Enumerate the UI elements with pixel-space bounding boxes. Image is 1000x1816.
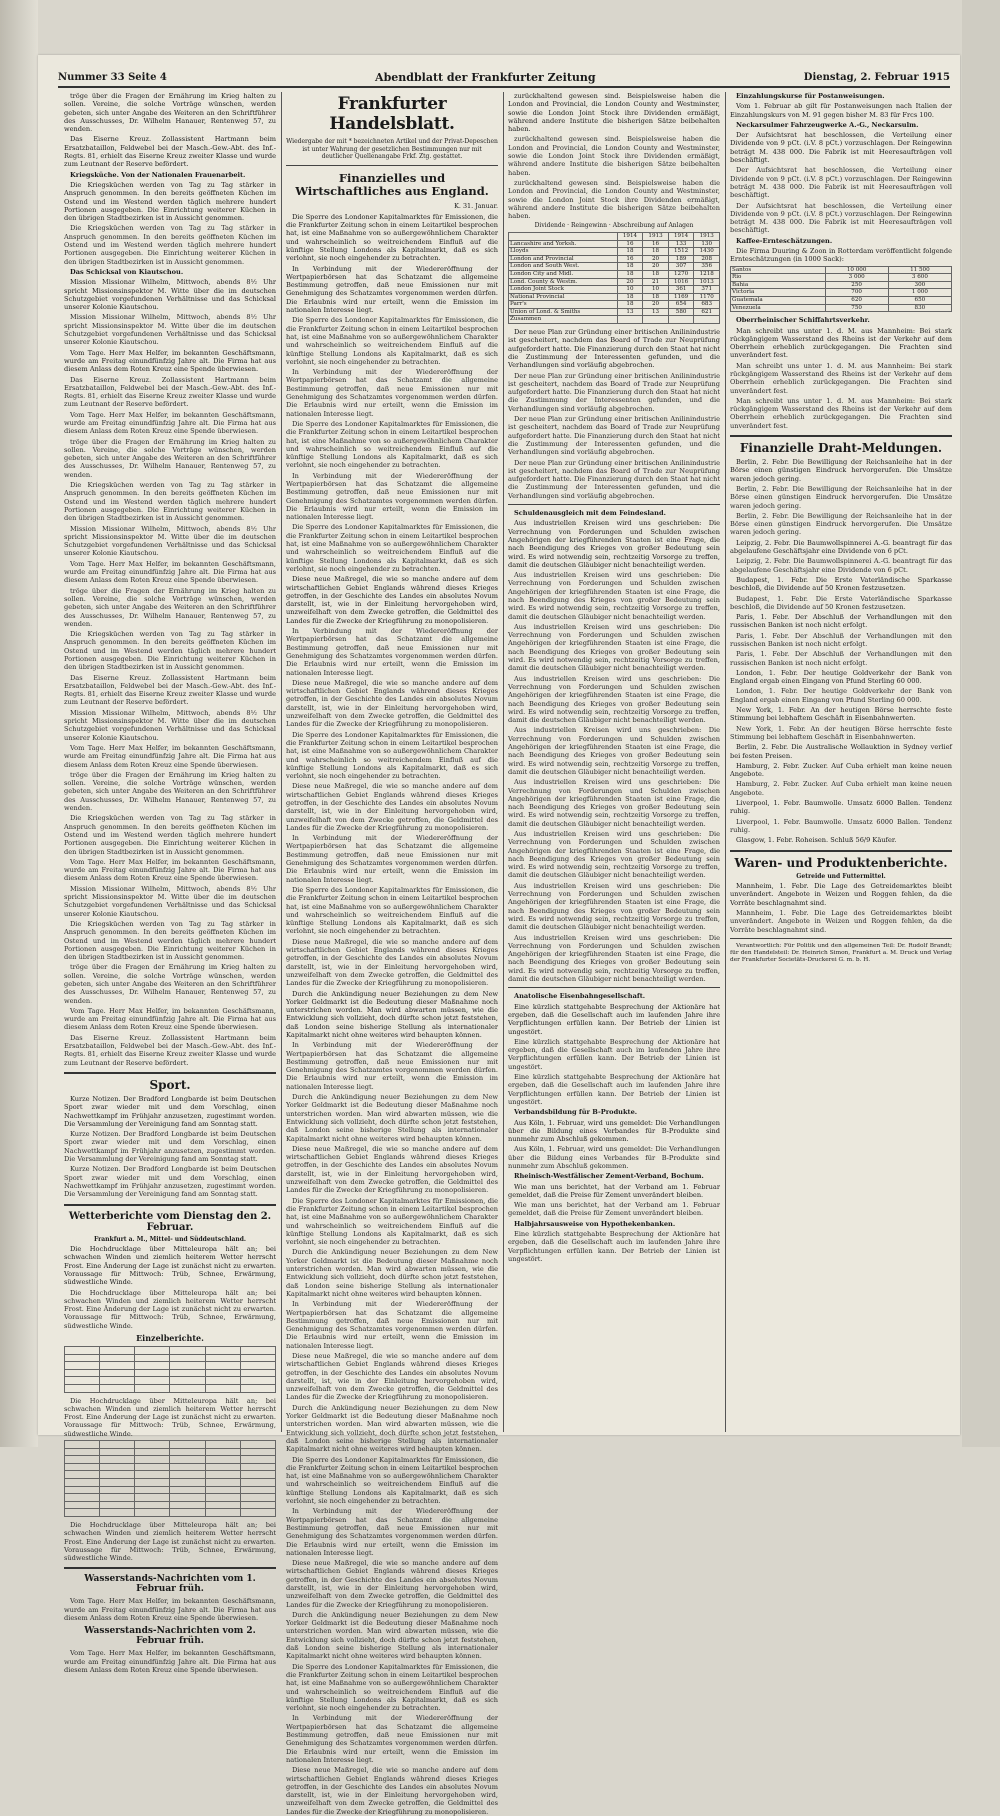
article-text: Berlin, 2. Febr. Die Bewilligung der Reichsanleihe hat in der Börse einen günstigen Eindruck hervorgerufen. Die Umsätze waren jedoch gering.: [730, 511, 952, 537]
article-text: Die Hochdrucklage über Mitteleuropa hält an; bei schwachen Winden und ziemlich heiterem Wetter herrscht Frost. Eine Änderung der Lage ist zunächst nicht zu erwarten. Voraussage für Mittwoch: Trüb, Schnee, Erwärmung, südwestliche Winde.: [64, 1520, 276, 1563]
article-heading: Rheinisch-Westfälischer Zement-Verband, Bochum.: [514, 1172, 704, 1181]
article-text: Paris, 1. Febr. Der Abschluß der Verhandlungen mit den russischen Banken ist noch nicht erfolgt.: [730, 650, 952, 667]
table-row: [509, 263, 720, 271]
article-text: tröge über die Fragen der Ernährung im Krieg halten zu sollen. Vereine, die solche Vorträge wünschen, werden gebeten, sich unter Angabe des Weiteren an den Schriftführer des Ausschusses, Dr. Wilhelm Hanauer, Rentenweg 57, zu wenden.: [64, 586, 276, 628]
table-row: [509, 255, 720, 263]
bank-name: Union of Lond. & Smiths: [509, 308, 618, 316]
article-text: Diese neue Maßregel, die wie so manche andere auf dem wirtschaftlichen Gebiet Englands während dieses Krieges getroffen, in der Geschichte des Landes ein absolutes Novum darstellt, ist, wie in der Einleitung hervorgehoben wird, unzweifelhaft von dem Zwecke getroffen, die Geldmittel des Landes für die Zwecke der Kriegführung zu monopolisieren.: [286, 1766, 498, 1816]
article-text: Die Hochdrucklage über Mitteleuropa hält an; bei schwachen Winden und ziemlich heiterem Wetter herrscht Frost. Eine Änderung der Lage ist zunächst nicht zu erwarten. Voraussage für Mittwoch: Trüb, Schnee, Erwärmung, südwestliche Winde.: [64, 1396, 276, 1438]
profit-1914: 1016: [668, 278, 694, 286]
dividend-1913: 21: [643, 278, 669, 286]
table-caption: Dividende · Reingewinn · Abschreibung auf Anlagen: [534, 222, 694, 230]
profit-1913: 683: [694, 301, 720, 309]
article-text: In Verbindung mit der Wiedereröffnung der Wertpapierbörsen hat das Schatzamt die allgemeine Bestimmung getroffen, daß neue Emissionen nur mit Genehmigung des Schatzamtes vorgenommen werden dürfen. Die Erlaubnis wird nur erteilt, wenn die Emission im nationalen Interesse liegt.: [286, 264, 498, 315]
article-text: Die Sperre des Londoner Kapitalmarktes für Emissionen, die die Frankfurter Zeitung schon in einem Leitartikel besprochen hat, ist eine Maßnahme von so außergewöhnlichem Charakter und wahrscheinlich so weitreichendem Einfluß auf die künftige Stellung Londons als Kapitalmarkt, daß es sich verlohnt, sie noch eingehender zu betrachten.: [286, 419, 498, 470]
article-text: Hamburg, 2. Febr. Zucker. Auf Cuba erhielt man keine neuen Angebote.: [730, 761, 952, 779]
article-text: Vom Tage. Herr Max Helfer, im bekannten Geschäftsmann, wurde am Freitag einundfünfzig Jahre alt. Die Firma hat aus diesem Anlass dem Roten Kreuz eine Spende überwiesen.: [64, 410, 276, 436]
section-heading-sport: Sport.: [149, 1077, 191, 1092]
article-text: Die Kriegsküchen werden von Tag zu Tag stärker in Anspruch genommen. In den bereits geöffneten Küchen im Ostend und im Westend werden täglich mehrere hundert Portionen ausgegeben. Die Einrichtung weiterer Küchen in den übrigen Stadtbezirken ist in Aussicht genommen.: [64, 814, 276, 856]
profit-1913: 1218: [694, 270, 720, 278]
article-heading: Neckarsulmer Fahrzeugwerke A.-G., Neckarsulm.: [736, 120, 919, 129]
article-text: Das Eiserne Kreuz. Zollassistent Hartmann beim Ersatzbataillon, Feldwebel bei der Masch.-Gew.-Abt. des Inf.-Regts. 81, erhielt das Eiserne Kreuz zweiter Klasse und wurde zum Leutnant der Reserve befördert.: [64, 135, 276, 169]
article-text: In Verbindung mit der Wiedereröffnung der Wertpapierbörsen hat das Schatzamt die allgemeine Bestimmung getroffen, daß neue Emissionen nur mit Genehmigung des Schatzamtes vorgenommen werden dürfen. Die Erlaubnis wird nur erteilt, wenn die Emission im nationalen Interesse liegt.: [286, 834, 498, 884]
profit-1913: 621: [694, 308, 720, 316]
section-rule: [730, 850, 952, 852]
article-text: Leipzig, 2. Febr. Die Baumwollspinnerei A.-G. beantragt für das abgelaufene Geschäftsjahr eine Dividende von 6 pCt.: [730, 538, 952, 556]
section-heading-weather: Wetterberichte vom Dienstag den 2. Februar.: [68, 1210, 272, 1233]
table-row: [509, 278, 720, 286]
article-text: Aus industriellen Kreisen wird uns geschrieben: Die Verrechnung von Forderungen und Schulden zwischen Angehörigen der kriegführenden Staaten ist eine Frage, die nach Beendigung des Krieges von großer Bedeutung sein wird. Es wird notwendig sein, rechtzeitig Vorsorge zu treffen, damit die deutschen Gläubiger nicht benachteiligt werden.: [508, 881, 720, 932]
dividend-1914: 18: [617, 263, 643, 271]
profit-1913: 1170: [694, 293, 720, 301]
table-row: [509, 293, 720, 301]
article-text: Liverpool, 1. Febr. Baumwolle. Umsatz 6000 Ballen. Tendenz ruhig.: [730, 817, 952, 834]
column-rule: [281, 92, 282, 1432]
profit-1914: 133: [668, 240, 694, 248]
article-text: Man schreibt uns unter 1. d. M. aus Mannheim: Bei stark rückgängigem Wasserstand des Rheins ist der Verkehr auf dem Oberrhein erheblich zurückgegangen. Die Frachten sind unverändert fest.: [730, 396, 952, 430]
masthead: [58, 68, 950, 86]
article-text: Man schreibt uns unter 1. d. M. aus Mannheim: Bei stark rückgängigem Wasserstand des Rheins ist der Verkehr auf dem Oberrhein erheblich zurückgegangen. Die Frachten sind unverändert fest.: [730, 361, 952, 395]
article-text: Das Eiserne Kreuz. Zollassistent Hartmann beim Ersatzbataillon, Feldwebel bei der Masch.-Gew.-Abt. des Inf.-Regts. 81, erhielt das Eiserne Kreuz zweiter Klasse und wurde zum Leutnant der Reserve befördert.: [64, 1033, 276, 1067]
article-text: Die Sperre des Londoner Kapitalmarktes für Emissionen, die die Frankfurter Zeitung schon in einem Leitartikel besprochen hat, ist eine Maßnahme von so außergewöhnlichem Charakter und wahrscheinlich so weitreichendem Einfluß auf die künftige Stellung Londons als Kapitalmarkt, daß es sich verlohnt, sie noch eingehender zu betrachten.: [286, 523, 498, 573]
article-text: In Verbindung mit der Wiedereröffnung der Wertpapierbörsen hat das Schatzamt die allgemeine Bestimmung getroffen, daß neue Emissionen nur mit Genehmigung des Schatzamtes vorgenommen werden dürfen. Die Erlaubnis wird nur erteilt, wenn die Emission im nationalen Interesse liegt.: [286, 1041, 498, 1091]
profit-1913: 130: [694, 240, 720, 248]
article-text: Vom Tage. Herr Max Helfer, im bekannten Geschäftsmann, wurde am Freitag einundfünfzig Jahre alt. Die Firma hat aus diesem Anlass dem Roten Kreuz eine Spende überwiesen.: [64, 1649, 276, 1674]
article-text: Durch die Ankündigung neuer Beziehungen zu dem New Yorker Geldmarkt ist die Bedeutung dieser Maßnahme noch unterstrichen worden. Man wird abwarten müssen, wie die Entwicklung sich vollzieht, doch dürfte schon jetzt feststehen, daß London seine bisherige Stellung als internationaler Kapitalmarkt nicht ohne weiteres wird behaupten können.: [286, 989, 498, 1039]
newspaper-name: Abendblatt der Frankfurter Zeitung: [375, 70, 596, 84]
dividend-1914: 13: [617, 308, 643, 316]
dividend-1913: 10: [643, 286, 669, 294]
coffee-region: Victoria: [731, 289, 826, 297]
article-text: New York, 1. Febr. An der heutigen Börse herrschte feste Stimmung bei lebhaftem Geschäft in Eisenbahnwerten.: [730, 724, 952, 741]
article-text: Budapest, 1. Febr. Die Erste Vaterländische Sparkasse beschloß, die Dividende auf 50 Kronen festzusetzen.: [730, 594, 952, 611]
weather-subheading: Frankfurt a. M., Mittel- und Süddeutschland.: [93, 1235, 247, 1243]
table-row: [509, 240, 720, 248]
article-text: Mission Missionar Wilhelm, Mittwoch, abends 8½ Uhr spricht Missionsinspektor M. Witte über die im deutschen Schutzgebiet vorgefundenen Verhältnisse und das Schicksal unserer Kolonie Kiautschou.: [64, 708, 276, 742]
estimate-b: 830: [888, 304, 951, 312]
article-text: Mission Missionar Wilhelm, Mittwoch, abends 8½ Uhr spricht Missionsinspektor M. Witte über die im deutschen Schutzgebiet vorgefundenen Verhältnisse und das Schicksal unserer Kolonie Kiautschou.: [64, 884, 276, 918]
coffee-region: Bahia: [731, 281, 826, 289]
estimate-a: 10 000: [825, 266, 888, 274]
article-text: Berlin, 2. Febr. Die Bewilligung der Reichsanleihe hat in der Börse einen günstigen Eindruck hervorgerufen. Die Umsätze waren jedoch gering.: [730, 458, 952, 483]
dividend-1913: 20: [643, 255, 669, 263]
profit-1914: 1270: [668, 270, 694, 278]
article-text: Eine kürzlich stattgehabte Besprechung der Aktionäre hat ergeben, daß die Gesellschaft auch im laufenden Jahre ihre Verpflichtungen erfüllen kann. Der Betrieb der Linien ist ungestört.: [508, 1002, 720, 1036]
water-level-heading-1: Wasserstands-Nachrichten vom 1. Februar früh.: [84, 1574, 256, 1595]
article-text: Die Hochdrucklage über Mitteleuropa hält an; bei schwachen Winden und ziemlich heiterem Wetter herrscht Frost. Eine Änderung der Lage ist zunächst nicht zu erwarten. Voraussage für Mittwoch: Trüb, Schnee, Erwärmung, südwestliche Winde.: [64, 1288, 276, 1330]
article-text: Vom Tage. Herr Max Helfer, im bekannten Geschäftsmann, wurde am Freitag einundfünfzig Jahre alt. Die Firma hat aus diesem Anlass dem Roten Kreuz eine Spende überwiesen.: [64, 857, 276, 883]
column-banks: [508, 92, 720, 1437]
estimate-b: 3 600: [888, 274, 951, 282]
dividend-1914: 16: [617, 255, 643, 263]
article-text: Die Kriegsküchen werden von Tag zu Tag stärker in Anspruch genommen. In den bereits geöffneten Küchen im Ostend und im Westend werden täglich mehrere hundert Portionen ausgegeben. Die Einrichtung weiterer Küchen in den übrigen Stadtbezirken ist in Aussicht genommen.: [64, 180, 276, 223]
article-text: Leipzig, 2. Febr. Die Baumwollspinnerei A.-G. beantragt für das abgelaufene Geschäftsjahr eine Dividende von 6 pCt.: [730, 557, 952, 574]
article-text: Durch die Ankündigung neuer Beziehungen zu dem New Yorker Geldmarkt ist die Bedeutung dieser Maßnahme noch unterstrichen worden. Man wird abwarten müssen, wie die Entwicklung sich vollzieht, doch dürfte schon jetzt feststehen, daß London seine bisherige Stellung als internationaler Kapitalmarkt nicht ohne weiteres wird behaupten können.: [286, 1093, 498, 1143]
article-text: New York, 1. Febr. An der heutigen Börse herrschte feste Stimmung bei lebhaftem Geschäft in Eisenbahnwerten.: [730, 706, 952, 723]
section-rule: [730, 938, 952, 939]
bank-name: London City and Midl.: [509, 270, 618, 278]
article-text: Aus industriellen Kreisen wird uns geschrieben: Die Verrechnung von Forderungen und Schulden zwischen Angehörigen der kriegführenden Staaten ist eine Frage, die nach Beendigung des Krieges von großer Bedeutung sein wird. Es wird notwendig sein, rechtzeitig Vorsorge zu treffen, damit die deutschen Gläubiger nicht benachteiligt werden.: [508, 726, 720, 776]
article-text: Aus industriellen Kreisen wird uns geschrieben: Die Verrechnung von Forderungen und Schulden zwischen Angehörigen der kriegführenden Staaten ist eine Frage, die nach Beendigung des Krieges von großer Bedeutung sein wird. Es wird notwendig sein, rechtzeitig Vorsorge zu treffen, damit die deutschen Gläubiger nicht benachteiligt werden.: [508, 674, 720, 725]
water-level-heading-2: Wasserstands-Nachrichten vom 2. Februar früh.: [84, 1626, 256, 1647]
article-text: Mission Missionar Wilhelm, Mittwoch, abends 8½ Uhr spricht Missionsinspektor M. Witte über die im deutschen Schutzgebiet vorgefundenen Verhältnisse und das Schicksal unserer Kolonie Kiautschou.: [64, 278, 276, 312]
article-text: Der Aufsichtsrat hat beschlossen, die Verteilung einer Dividende von 9 pCt. (i.V. 8 pCt.) vorzuschlagen. Der Reingewinn beträgt M. 438 000. Die Fabrik ist mit Heeresaufträgen voll beschäftigt.: [730, 201, 952, 235]
article-text: Diese neue Maßregel, die wie so manche andere auf dem wirtschaftlichen Gebiet Englands während dieses Krieges getroffen, in der Geschichte des Landes ein absolutes Novum darstellt, ist, wie in der Einleitung hervorgehoben wird, unzweifelhaft von dem Zwecke getroffen, die Geldmittel des Landes für die Zwecke der Kriegführung zu monopolisieren.: [286, 1144, 498, 1195]
article-text: Wie man uns berichtet, hat der Verband am 1. Februar gemeldet, daß die Preise für Zement unverändert bleiben.: [508, 1182, 720, 1199]
article-text: zurückhaltend gewesen sind. Beispielsweise haben die London and Provincial, die London County and Westminster, sowie die London Joint Stock ihre Dividenden ermäßigt, während andere Institute die bisherigen Sätze beibehalten haben.: [508, 178, 720, 221]
column-rule: [725, 92, 726, 1432]
reprint-notice: Wiedergabe der mit * bezeichneten Artikel und der Privat-Depeschen ist unter Wahrung der gesetzlichen Bestimmungen nur mit deutlicher Quellenangabe Frkf. Ztg. gestattet.: [286, 138, 498, 160]
profit-1914: 654: [668, 301, 694, 309]
article-text: Der neue Plan zur Gründung einer britischen Anilinindustrie ist gescheitert, nachdem das Board of Trade zur Neuprüfung aufgefordert hatte. Die Finanzierung durch den Staat hat nicht die Zustimmung der Interessenten gefunden, und die Verhandlungen sind vorläufig abgebrochen.: [508, 415, 720, 457]
article-text: Diese neue Maßregel, die wie so manche andere auf dem wirtschaftlichen Gebiet Englands während dieses Krieges getroffen, in der Geschichte des Landes ein absolutes Novum darstellt, ist, wie in der Einleitung hervorgehoben wird, unzweifelhaft von dem Zwecke getroffen, die Geldmittel des Landes für die Zwecke der Kriegführung zu monopolisieren.: [286, 782, 498, 832]
coffee-estimate-table: [730, 266, 952, 313]
masthead-rule: [58, 86, 950, 88]
section-rule: [508, 987, 720, 988]
article-text: Berlin, 2. Febr. Die Australische Wollauktion in Sydney verlief bei festen Preisen.: [730, 743, 952, 760]
article-heading: Halbjahrsausweise von Hypothekenbanken.: [514, 1219, 676, 1228]
article-text: Aus industriellen Kreisen wird uns geschrieben: Die Verrechnung von Forderungen und Schulden zwischen Angehörigen der kriegführenden Staaten ist eine Frage, die nach Beendigung des Krieges von großer Bedeutung sein wird. Es wird notwendig sein, rechtzeitig Vorsorge zu treffen, damit die deutschen Gläubiger nicht benachteiligt werden.: [508, 622, 720, 673]
table-row: [731, 266, 952, 274]
article-text: Das Eiserne Kreuz. Zollassistent Hartmann beim Ersatzbataillon, Feldwebel bei der Masch.-Gew.-Abt. des Inf.-Regts. 81, erhielt das Eiserne Kreuz zweiter Klasse und wurde zum Leutnant der Reserve befördert.: [64, 673, 276, 707]
bank-name: London and Provincial: [509, 255, 618, 263]
article-text: Die Kriegsküchen werden von Tag zu Tag stärker in Anspruch genommen. In den bereits geöffneten Küchen im Ostend und im Westend werden täglich mehrere hundert Portionen ausgegeben. Die Einrichtung weiterer Küchen in den übrigen Stadtbezirken ist in Aussicht genommen.: [64, 224, 276, 266]
article-text: Diese neue Maßregel, die wie so manche andere auf dem wirtschaftlichen Gebiet Englands während dieses Krieges getroffen, in der Geschichte des Landes ein absolutes Novum darstellt, ist, wie in der Einleitung hervorgehoben wird, unzweifelhaft von dem Zwecke getroffen, die Geldmittel des Landes für die Zwecke der Kriegführung zu monopolisieren.: [286, 678, 498, 729]
article-text: Aus industriellen Kreisen wird uns geschrieben: Die Verrechnung von Forderungen und Schulden zwischen Angehörigen der kriegführenden Staaten ist eine Frage, die nach Beendigung des Krieges von großer Bedeutung sein wird. Es wird notwendig sein, rechtzeitig Vorsorge zu treffen, damit die deutschen Gläubiger nicht benachteiligt werden.: [508, 571, 720, 621]
article-text: Eine kürzlich stattgehabte Besprechung der Aktionäre hat ergeben, daß die Gesellschaft auch im laufenden Jahre ihre Verpflichtungen erfüllen kann. Der Betrieb der Linien ist ungestört.: [508, 1073, 720, 1106]
subsection-heading-grain: Getreide und Futtermittel.: [796, 872, 886, 880]
article-text: Die Kriegsküchen werden von Tag zu Tag stärker in Anspruch genommen. In den bereits geöffneten Küchen im Ostend und im Westend werden täglich mehrere hundert Portionen ausgegeben. Die Einrichtung weiterer Küchen in den übrigen Stadtbezirken ist in Aussicht genommen.: [64, 919, 276, 962]
article-text: Aus Köln, 1. Februar, wird uns gemeldet: Die Verhandlungen über die Bildung eines Verbandes für B-Produkte sind nunmehr zum Abschluß gekommen.: [508, 1145, 720, 1170]
article-text: Aus industriellen Kreisen wird uns geschrieben: Die Verrechnung von Forderungen und Schulden zwischen Angehörigen der kriegführenden Staaten ist eine Frage, die nach Beendigung des Krieges von großer Bedeutung sein wird. Es wird notwendig sein, rechtzeitig Vorsorge zu treffen, damit die deutschen Gläubiger nicht benachteiligt werden.: [508, 830, 720, 880]
column-telegrams: [730, 92, 952, 1437]
article-text: In Verbindung mit der Wiedereröffnung der Wertpapierbörsen hat das Schatzamt die allgemeine Bestimmung getroffen, daß neue Emissionen nur mit Genehmigung des Schatzamtes vorgenommen werden dürfen. Die Erlaubnis wird nur erteilt, wenn die Emission im nationalen Interesse liegt.: [286, 1714, 498, 1764]
article-title: Finanzielles und Wirtschaftliches aus England.: [295, 170, 489, 198]
article-text: Der neue Plan zur Gründung einer britischen Anilinindustrie ist gescheitert, nachdem das Board of Trade zur Neuprüfung aufgefordert hatte. Die Finanzierung durch den Staat hat nicht die Zustimmung der Interessenten gefunden, und die Verhandlungen sind vorläufig abgebrochen.: [508, 458, 720, 500]
article-text: Eine kürzlich stattgehabte Besprechung der Aktionäre hat ergeben, daß die Gesellschaft auch im laufenden Jahre ihre Verpflichtungen erfüllen kann. Der Betrieb der Linien ist ungestört.: [508, 1037, 720, 1071]
bank-name: Lancashire and Yorksh.: [509, 240, 618, 248]
article-text: Vom Tage. Herr Max Helfer, im bekannten Geschäftsmann, wurde am Freitag einundfünfzig Jahre alt. Die Firma hat aus diesem Anlass dem Roten Kreuz eine Spende überwiesen.: [64, 743, 276, 769]
table-row: [731, 281, 952, 289]
profit-1914: 1169: [668, 293, 694, 301]
bank-name: Lond. County & Westm.: [509, 278, 618, 286]
article-text: Berlin, 2. Febr. Die Bewilligung der Reichsanleihe hat in der Börse einen günstigen Eindruck hervorgerufen. Die Umsätze waren jedoch gering.: [730, 484, 952, 510]
estimate-a: 3 000: [825, 274, 888, 282]
table-row: [509, 308, 720, 316]
dividend-1913: 18: [643, 270, 669, 278]
column-handelsblatt: [286, 92, 498, 1816]
article-text: tröge über die Fragen der Ernährung im Krieg halten zu sollen. Vereine, die solche Vorträge wünschen, werden gebeten, sich unter Angabe des Weiteren an den Schriftführer des Ausschusses, Dr. Wilhelm Hanauer, Rentenweg 57, zu wenden.: [64, 437, 276, 479]
section-rule: [286, 165, 498, 166]
article-text: Paris, 1. Febr. Der Abschluß der Verhandlungen mit den russischen Banken ist noch nicht erfolgt.: [730, 613, 952, 630]
article-heading: Kaffee-Ernteschätzungen.: [736, 236, 833, 245]
article-heading: Oberrheinischer Schiffahrtsverkehr.: [736, 316, 870, 325]
profit-1914: 580: [668, 308, 694, 316]
table-row: [509, 248, 720, 256]
section-heading-telegrams: Finanzielle Draht-Meldungen.: [739, 441, 943, 456]
article-text: Hamburg, 2. Febr. Zucker. Auf Cuba erhielt man keine neuen Angebote.: [730, 780, 952, 797]
article-text: Vom Tage. Herr Max Helfer, im bekannten Geschäftsmann, wurde am Freitag einundfünfzig Jahre alt. Die Firma hat aus diesem Anlass dem Roten Kreuz eine Spende überwiesen.: [64, 1006, 276, 1032]
article-text: zurückhaltend gewesen sind. Beispielsweise haben die London and Provincial, die London County and Westminster, sowie die London Joint Stock ihre Dividenden ermäßigt, während andere Institute die bisherigen Sätze beibehalten haben.: [508, 135, 720, 177]
article-text: In Verbindung mit der Wiedereröffnung der Wertpapierbörsen hat das Schatzamt die allgemeine Bestimmung getroffen, daß neue Emissionen nur mit Genehmigung des Schatzamtes vorgenommen werden dürfen. Die Erlaubnis wird nur erteilt, wenn die Emission im nationalen Interesse liegt.: [286, 368, 498, 418]
article-text: Diese neue Maßregel, die wie so manche andere auf dem wirtschaftlichen Gebiet Englands während dieses Krieges getroffen, in der Geschichte des Landes ein absolutes Novum darstellt, ist, wie in der Einleitung hervorgehoben wird, unzweifelhaft von dem Zwecke getroffen, die Geldmittel des Landes für die Zwecke der Kriegführung zu monopolisieren.: [286, 937, 498, 988]
article-text: Kurze Notizen. Der Bradford Longbarde ist beim Deutschen Sport zwar wieder mit und dem Vorschlag, einen Nachwettkampf im Frühjahr anzusetzen, zugestimmt worden. Die Versammlung der Vereinigung fand am Sonntag statt.: [64, 1130, 276, 1164]
table-row: [509, 270, 720, 278]
coffee-region: Santos: [731, 266, 826, 274]
issue-date: Dienstag, 2. Februar 1915: [803, 71, 950, 83]
adjacent-page-edge: [962, 0, 1000, 1447]
section-heading-goods: Waren- und Produktenberichte.: [734, 855, 948, 870]
article-text: In Verbindung mit der Wiedereröffnung der Wertpapierbörsen hat das Schatzamt die allgemeine Bestimmung getroffen, daß neue Emissionen nur mit Genehmigung des Schatzamtes vorgenommen werden dürfen. Die Erlaubnis wird nur erteilt, wenn die Emission im nationalen Interesse liegt.: [286, 471, 498, 522]
article-text: Aus Köln, 1. Februar, wird uns gemeldet: Die Verhandlungen über die Bildung eines Verbandes für B-Produkte sind nunmehr zum Abschluß gekommen.: [508, 1118, 720, 1144]
imprint: Verantwortlich: Für Politik und den allgemeinen Teil: Dr. Rudolf Brandt; für den Handelsteil: Dr. Heinrich Simon, Frankfurt a. M. Druck und Verlag der Frankfurter Societäts-Druckerei G. m. b. H.: [730, 942, 952, 963]
column-rule: [503, 92, 504, 1432]
dividend-1913: 20: [643, 301, 669, 309]
profit-1914: 1512: [668, 248, 694, 256]
dividend-1913: 20: [643, 263, 669, 271]
article-text: Paris, 1. Febr. Der Abschluß der Verhandlungen mit den russischen Banken ist noch nicht erfolgt.: [730, 631, 952, 648]
bank-name: Lloyds: [509, 248, 618, 256]
estimate-a: 620: [825, 297, 888, 305]
article-heading: Anatolische Eisenbahngesellschaft.: [514, 992, 646, 1001]
article-text: Diese neue Maßregel, die wie so manche andere auf dem wirtschaftlichen Gebiet Englands während dieses Krieges getroffen, in der Geschichte des Landes ein absolutes Novum darstellt, ist, wie in der Einleitung hervorgehoben wird, unzweifelhaft von dem Zwecke getroffen, die Geldmittel des Landes für die Zwecke der Kriegführung zu monopolisieren.: [286, 1351, 498, 1402]
estimate-b: 650: [888, 297, 951, 305]
article-text: Die Firma Duuring & Zoon in Rotterdam veröffentlicht folgende Ernteschätzungen (in 1000 Sack):: [730, 247, 952, 264]
dividend-1914: 18: [617, 248, 643, 256]
dividend-1913: 18: [643, 293, 669, 301]
section-rule: [730, 435, 952, 437]
estimate-b: 11 500: [888, 266, 951, 274]
article-text: Man schreibt uns unter 1. d. M. aus Mannheim: Bei stark rückgängigem Wasserstand des Rheins ist der Verkehr auf dem Oberrhein erheblich zurückgegangen. Die Frachten sind unverändert fest.: [730, 326, 952, 360]
article-text: In Verbindung mit der Wiedereröffnung der Wertpapierbörsen hat das Schatzamt die allgemeine Bestimmung getroffen, daß neue Emissionen nur mit Genehmigung des Schatzamtes vorgenommen werden dürfen. Die Erlaubnis wird nur erteilt, wenn die Emission im nationalen Interesse liegt.: [286, 627, 498, 677]
total-label: Zusammen: [509, 316, 618, 324]
page-binding-shadow: [0, 0, 38, 1447]
article-text: Diese neue Maßregel, die wie so manche andere auf dem wirtschaftlichen Gebiet Englands während dieses Krieges getroffen, in der Geschichte des Landes ein absolutes Novum darstellt, ist, wie in der Einleitung hervorgehoben wird, unzweifelhaft von dem Zwecke getroffen, die Geldmittel des Landes für die Zwecke der Kriegführung zu monopolisieren.: [286, 1559, 498, 1609]
article-text: Aus industriellen Kreisen wird uns geschrieben: Die Verrechnung von Forderungen und Schulden zwischen Angehörigen der kriegführenden Staaten ist eine Frage, die nach Beendigung des Krieges von großer Bedeutung sein wird. Es wird notwendig sein, rechtzeitig Vorsorge zu treffen, damit die deutschen Gläubiger nicht benachteiligt werden.: [508, 519, 720, 569]
article-text: Die Sperre des Londoner Kapitalmarktes für Emissionen, die die Frankfurter Zeitung schon in einem Leitartikel besprochen hat, ist eine Maßnahme von so außergewöhnlichem Charakter und wahrscheinlich so weitreichendem Einfluß auf die künftige Stellung Londons als Kapitalmarkt, daß es sich verlohnt, sie noch eingehender zu betrachten.: [286, 316, 498, 366]
article-text: zurückhaltend gewesen sind. Beispielsweise haben die London and Provincial, die London County and Westminster, sowie die London Joint Stock ihre Dividenden ermäßigt, während andere Institute die bisherigen Sätze beibehalten haben.: [508, 92, 720, 134]
article-text: Der Aufsichtsrat hat beschlossen, die Verteilung einer Dividende von 9 pCt. (i.V. 8 pCt.) vorzuschlagen. Der Reingewinn beträgt M. 438 000. Die Fabrik ist mit Heeresaufträgen voll beschäftigt.: [730, 166, 952, 200]
page-number: Nummer 33 Seite 4: [58, 71, 167, 83]
article-text: Der Aufsichtsrat hat beschlossen, die Verteilung einer Dividende von 9 pCt. (i.V. 8 pCt.) vorzuschlagen. Der Reingewinn beträgt M. 438 000. Die Fabrik ist mit Heeresaufträgen voll beschäftigt.: [730, 131, 952, 165]
weather-table-heading: Einzelberichte.: [136, 1332, 204, 1343]
article-text: Die Sperre des Londoner Kapitalmarktes für Emissionen, die die Frankfurter Zeitung schon in einem Leitartikel besprochen hat, ist eine Maßnahme von so außergewöhnlichem Charakter und wahrscheinlich so weitreichendem Einfluß auf die künftige Stellung Londons als Kapitalmarkt, daß es sich verlohnt, sie noch eingehender zu betrachten.: [286, 1455, 498, 1506]
article-heading: Schuldenausgleich mit dem Feindesland.: [514, 509, 666, 518]
article-text: London, 1. Febr. Der heutige Goldverkehr der Bank von England ergab einen Eingang von Pfund Sterling 60 000.: [730, 687, 952, 704]
article-text: Das Eiserne Kreuz. Zollassistent Hartmann beim Ersatzbataillon, Feldwebel bei der Masch.-Gew.-Abt. des Inf.-Regts. 81, erhielt das Eiserne Kreuz zweiter Klasse und wurde zum Leutnant der Reserve befördert.: [64, 375, 276, 409]
article-text: Vom Tage. Herr Max Helfer, im bekannten Geschäftsmann, wurde am Freitag einundfünfzig Jahre alt. Die Firma hat aus diesem Anlass dem Roten Kreuz eine Spende überwiesen.: [64, 1597, 276, 1623]
article-text: Aus industriellen Kreisen wird uns geschrieben: Die Verrechnung von Forderungen und Schulden zwischen Angehörigen der kriegführenden Staaten ist eine Frage, die nach Beendigung des Krieges von großer Bedeutung sein wird. Es wird notwendig sein, rechtzeitig Vorsorge zu treffen, damit die deutschen Gläubiger nicht benachteiligt werden.: [508, 933, 720, 984]
profit-1913: 1430: [694, 248, 720, 256]
dividend-1914: 10: [617, 286, 643, 294]
weather-table: [64, 1346, 276, 1393]
dividend-1913: 13: [643, 308, 669, 316]
article-text: Glasgow, 1. Febr. Roheisen. Schluß 56/9 Käufer.: [736, 836, 897, 845]
table-row: [509, 301, 720, 309]
dividend-1914: 20: [617, 278, 643, 286]
dateline: K. 31. Januar.: [454, 201, 498, 210]
estimate-b: 1 000: [888, 289, 951, 297]
profit-1913: 356: [694, 263, 720, 271]
article-text: Der neue Plan zur Gründung einer britischen Anilinindustrie ist gescheitert, nachdem das Board of Trade zur Neuprüfung aufgefordert hatte. Die Finanzierung durch den Staat hat nicht die Zustimmung der Interessenten gefunden, und die Verhandlungen sind vorläufig abgebrochen.: [508, 371, 720, 413]
article-text: Mission Missionar Wilhelm, Mittwoch, abends 8½ Uhr spricht Missionsinspektor M. Witte über die im deutschen Schutzgebiet vorgefundenen Verhältnisse und das Schicksal unserer Kolonie Kiautschou.: [64, 524, 276, 558]
article-text: tröge über die Fragen der Ernährung im Krieg halten zu sollen. Vereine, die solche Vorträge wünschen, werden gebeten, sich unter Angabe des Weiteren an den Schriftführer des Ausschusses, Dr. Wilhelm Hanauer, Rentenweg 57, zu wenden.: [64, 92, 276, 134]
dividend-1913: 16: [643, 240, 669, 248]
article-text: tröge über die Fragen der Ernährung im Krieg halten zu sollen. Vereine, die solche Vorträge wünschen, werden gebeten, sich unter Angabe des Weiteren an den Schriftführer des Ausschusses, Dr. Wilhelm Hanauer, Rentenweg 57, zu wenden.: [64, 770, 276, 813]
profit-1913: 371: [694, 286, 720, 294]
table-row: [509, 286, 720, 294]
section-rule: [64, 1567, 276, 1569]
article-text: Die Hochdrucklage über Mitteleuropa hält an; bei schwachen Winden und ziemlich heiterem Wetter herrscht Frost. Eine Änderung der Lage ist zunächst nicht zu erwarten. Voraussage für Mittwoch: Trüb, Schnee, Erwärmung, südwestliche Winde.: [64, 1245, 276, 1287]
coffee-region: Rio: [731, 274, 826, 282]
article-heading: Kriegsküche. Von der Nationalen Frauenarbeit.: [70, 170, 246, 179]
estimate-a: 750: [825, 304, 888, 312]
article-text: Vom Tage. Herr Max Helfer, im bekannten Geschäftsmann, wurde am Freitag einundfünfzig Jahre alt. Die Firma hat aus diesem Anlass dem Roten Kreuz eine Spende überwiesen.: [64, 559, 276, 585]
bank-name: London and South West.: [509, 263, 618, 271]
article-text: Durch die Ankündigung neuer Beziehungen zu dem New Yorker Geldmarkt ist die Bedeutung dieser Maßnahme noch unterstrichen worden. Man wird abwarten müssen, wie die Entwicklung sich vollzieht, doch dürfte schon jetzt feststehen, daß London seine bisherige Stellung als internationaler Kapitalmarkt nicht ohne weiteres wird behaupten können.: [286, 1403, 498, 1454]
table-row: [731, 274, 952, 282]
dividend-1914: 18: [617, 270, 643, 278]
article-text: Liverpool, 1. Febr. Baumwolle. Umsatz 6000 Ballen. Tendenz ruhig.: [730, 799, 952, 816]
profit-1913: 1013: [694, 278, 720, 286]
article-text: Wie man uns berichtet, hat der Verband am 1. Februar gemeldet, daß die Preise für Zement unverändert bleiben.: [508, 1201, 720, 1218]
article-text: In Verbindung mit der Wiedereröffnung der Wertpapierbörsen hat das Schatzamt die allgemeine Bestimmung getroffen, daß neue Emissionen nur mit Genehmigung des Schatzamtes vorgenommen werden dürfen. Die Erlaubnis wird nur erteilt, wenn die Emission im nationalen Interesse liegt.: [286, 1300, 498, 1350]
article-text: Aus industriellen Kreisen wird uns geschrieben: Die Verrechnung von Forderungen und Schulden zwischen Angehörigen der kriegführenden Staaten ist eine Frage, die nach Beendigung des Krieges von großer Bedeutung sein wird. Es wird notwendig sein, rechtzeitig Vorsorge zu treffen, damit die deutschen Gläubiger nicht benachteiligt werden.: [508, 778, 720, 828]
article-text: Die Kriegsküchen werden von Tag zu Tag stärker in Anspruch genommen. In den bereits geöffneten Küchen im Ostend und im Westend werden täglich mehrere hundert Portionen ausgegeben. Die Einrichtung weiterer Küchen in den übrigen Stadtbezirken ist in Aussicht genommen.: [64, 630, 276, 672]
section-rule: [64, 1072, 276, 1074]
coffee-region: Venezuela: [731, 304, 826, 312]
bank-name: London Joint Stock: [509, 286, 618, 294]
article-text: Die Sperre des Londoner Kapitalmarktes für Emissionen, die die Frankfurter Zeitung schon in einem Leitartikel besprochen hat, ist eine Maßnahme von so außergewöhnlichem Charakter und wahrscheinlich so weitreichendem Einfluß auf die künftige Stellung Londons als Kapitalmarkt, daß es sich verlohnt, sie noch eingehender zu betrachten.: [286, 885, 498, 936]
table-row: [731, 297, 952, 305]
bank-name: Parr's: [509, 301, 618, 309]
article-text: Die Sperre des Londoner Kapitalmarktes für Emissionen, die die Frankfurter Zeitung schon in einem Leitartikel besprochen hat, ist eine Maßnahme von so außergewöhnlichem Charakter und wahrscheinlich so weitreichendem Einfluß auf die künftige Stellung Londons als Kapitalmarkt, daß es sich verlohnt, sie noch eingehender zu betrachten.: [286, 1196, 498, 1247]
dividend-1914: 18: [617, 301, 643, 309]
column-local-news: [64, 92, 276, 1674]
estimate-b: 300: [888, 281, 951, 289]
article-heading: Das Schicksal von Kiautschou.: [70, 267, 184, 276]
bank-dividend-table: 1914 1913 1914 1913 Lancashire and Yorksh. 16 16 133 130 Lloyds 18 18 1512 1430 London and Provincial 16 20 189 208 London and South West. 18 20 307 356 London City and Midl. 18 18 1270 1218 Lond. County & Westm. 20 21 1016 1013 London Joint Stock 10 10 361 371 National Provincial 18 18 1169 1170 Parr's 18 20 654 683 Union of Lond. & Smiths 13 13 580 621 Zusammen: [508, 232, 720, 324]
article-text: tröge über die Fragen der Ernährung im Krieg halten zu sollen. Vereine, die solche Vorträge wünschen, werden gebeten, sich unter Angabe des Weiteren an den Schriftführer des Ausschusses, Dr. Wilhelm Hanauer, Rentenweg 57, zu wenden.: [64, 963, 276, 1005]
article-text: London, 1. Febr. Der heutige Goldverkehr der Bank von England ergab einen Eingang von Pfund Sterling 60 000.: [730, 668, 952, 686]
article-text: Durch die Ankündigung neuer Beziehungen zu dem New Yorker Geldmarkt ist die Bedeutung dieser Maßnahme noch unterstrichen worden. Man wird abwarten müssen, wie die Entwicklung sich vollzieht, doch dürfte schon jetzt feststehen, daß London seine bisherige Stellung als internationaler Kapitalmarkt nicht ohne weiteres wird behaupten können.: [286, 1248, 498, 1298]
article-text: Diese neue Maßregel, die wie so manche andere auf dem wirtschaftlichen Gebiet Englands während dieses Krieges getroffen, in der Geschichte des Landes ein absolutes Novum darstellt, ist, wie in der Einleitung hervorgehoben wird, unzweifelhaft von dem Zwecke getroffen, die Geldmittel des Landes für die Zwecke der Kriegführung zu monopolisieren.: [286, 575, 498, 625]
article-text: Kurze Notizen. Der Bradford Longbarde ist beim Deutschen Sport zwar wieder mit und dem Vorschlag, einen Nachwettkampf im Frühjahr anzusetzen, zugestimmt worden. Die Versammlung der Vereinigung fand am Sonntag statt.: [64, 1165, 276, 1199]
estimate-a: 700: [825, 289, 888, 297]
article-text: Durch die Ankündigung neuer Beziehungen zu dem New Yorker Geldmarkt ist die Bedeutung dieser Maßnahme noch unterstrichen worden. Man wird abwarten müssen, wie die Entwicklung sich vollzieht, doch dürfte schon jetzt feststehen, daß London seine bisherige Stellung als internationaler Kapitalmarkt nicht ohne weiteres wird behaupten können.: [286, 1610, 498, 1661]
article-text: In Verbindung mit der Wiedereröffnung der Wertpapierbörsen hat das Schatzamt die allgemeine Bestimmung getroffen, daß neue Emissionen nur mit Genehmigung des Schatzamtes vorgenommen werden dürfen. Die Erlaubnis wird nur erteilt, wenn die Emission im nationalen Interesse liegt.: [286, 1507, 498, 1557]
section-title-handelsblatt: Frankfurter Handelsblatt.: [329, 94, 455, 134]
article-text: Eine kürzlich stattgehabte Besprechung der Aktionäre hat ergeben, daß die Gesellschaft auch im laufenden Jahre ihre Verpflichtungen erfüllen kann. Der Betrieb der Linien ist ungestört.: [508, 1230, 720, 1263]
table-row: [731, 289, 952, 297]
article-text: Budapest, 1. Febr. Die Erste Vaterländische Sparkasse beschloß, die Dividende auf 50 Kronen festzusetzen.: [730, 575, 952, 593]
estimate-a: 250: [825, 281, 888, 289]
article-text: Vom Tage. Herr Max Helfer, im bekannten Geschäftsmann, wurde am Freitag einundfünfzig Jahre alt. Die Firma hat aus diesem Anlass dem Roten Kreuz eine Spende überwiesen.: [64, 348, 276, 374]
table-row: [731, 304, 952, 312]
article-text: Vom 1. Februar ab gilt für Postanweisungen nach Italien der Einzahlungskurs von M. 91 gegen bisher M. 83 für Frcs 100.: [730, 102, 952, 119]
section-rule: [508, 504, 720, 505]
section-rule: [64, 1204, 276, 1206]
profit-1913: 208: [694, 255, 720, 263]
profit-1914: 307: [668, 263, 694, 271]
article-text: Kurze Notizen. Der Bradford Longbarde ist beim Deutschen Sport zwar wieder mit und dem Vorschlag, einen Nachwettkampf im Frühjahr anzusetzen, zugestimmt worden. Die Versammlung der Vereinigung fand am Sonntag statt.: [64, 1094, 276, 1128]
profit-1914: 189: [668, 255, 694, 263]
article-text: Mission Missionar Wilhelm, Mittwoch, abends 8½ Uhr spricht Missionsinspektor M. Witte über die im deutschen Schutzgebiet vorgefundenen Verhältnisse und das Schicksal unserer Kolonie Kiautschou.: [64, 313, 276, 347]
article-heading: Einzahlungskurse für Postanweisungen.: [736, 92, 885, 100]
article-heading: Verbandsbildung für B-Produkte.: [514, 1108, 638, 1117]
profit-1914: 361: [668, 286, 694, 294]
station-table: [64, 1440, 276, 1517]
coffee-region: Guatemala: [731, 297, 826, 305]
article-text: Die Sperre des Londoner Kapitalmarktes für Emissionen, die die Frankfurter Zeitung schon in einem Leitartikel besprochen hat, ist eine Maßnahme von so außergewöhnlichem Charakter und wahrscheinlich so weitreichendem Einfluß auf die künftige Stellung Londons als Kapitalmarkt, daß es sich verlohnt, sie noch eingehender zu betrachten.: [286, 212, 498, 263]
article-text: Die Sperre des Londoner Kapitalmarktes für Emissionen, die die Frankfurter Zeitung schon in einem Leitartikel besprochen hat, ist eine Maßnahme von so außergewöhnlichem Charakter und wahrscheinlich so weitreichendem Einfluß auf die künftige Stellung Londons als Kapitalmarkt, daß es sich verlohnt, sie noch eingehender zu betrachten.: [286, 1662, 498, 1713]
article-text: Der neue Plan zur Gründung einer britischen Anilinindustrie ist gescheitert, nachdem das Board of Trade zur Neuprüfung aufgefordert hatte. Die Finanzierung durch den Staat hat nicht die Zustimmung der Interessenten gefunden, und die Verhandlungen sind vorläufig abgebrochen.: [508, 328, 720, 370]
article-text: Mannheim, 1. Febr. Die Lage des Getreidemarktes bleibt unverändert. Angebote in Weizen und Roggen fehlen, da die Vorräte beschlagnahmt sind.: [730, 882, 952, 907]
dividend-1913: 18: [643, 248, 669, 256]
article-text: Die Sperre des Londoner Kapitalmarktes für Emissionen, die die Frankfurter Zeitung schon in einem Leitartikel besprochen hat, ist eine Maßnahme von so außergewöhnlichem Charakter und wahrscheinlich so weitreichendem Einfluß auf die künftige Stellung Londons als Kapitalmarkt, daß es sich verlohnt, sie noch eingehender zu betrachten.: [286, 730, 498, 781]
dividend-1914: 18: [617, 293, 643, 301]
article-text: Die Kriegsküchen werden von Tag zu Tag stärker in Anspruch genommen. In den bereits geöffneten Küchen im Ostend und im Westend werden täglich mehrere hundert Portionen ausgegeben. Die Einrichtung weiterer Küchen in den übrigen Stadtbezirken ist in Aussicht genommen.: [64, 481, 276, 523]
article-text: Mannheim, 1. Febr. Die Lage des Getreidemarktes bleibt unverändert. Angebote in Weizen und Roggen fehlen, da die Vorräte beschlagnahmt sind.: [730, 908, 952, 934]
dividend-1914: 16: [617, 240, 643, 248]
bank-name: National Provincial: [509, 293, 618, 301]
